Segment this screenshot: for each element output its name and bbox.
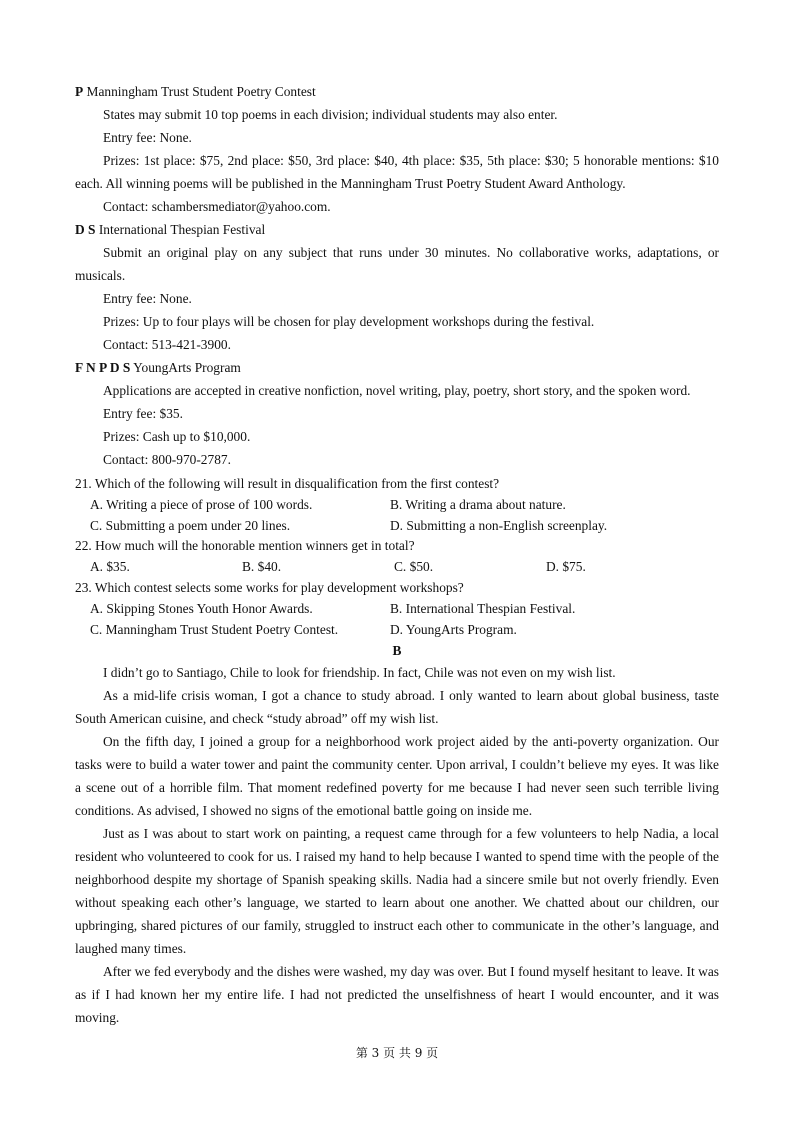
contest-description: States may submit 10 top poems in each division; individual students may also enter. (103, 107, 558, 122)
contest-codes: P (75, 84, 84, 99)
contest-description: Applications are accepted in creative nonfiction, novel writing, play, poetry, short story, and the spoken word. (103, 383, 691, 398)
contest-entry-fee: Entry fee: None. (103, 130, 192, 145)
option-b[interactable]: B. $40. (242, 559, 282, 575)
contest-entry (75, 80, 719, 218)
option-a[interactable]: A. Skipping Stones Youth Honor Awards. (90, 600, 313, 616)
contest-codes: F N P D S (75, 360, 131, 375)
contest-name: Manningham Trust Student Poetry Contest (86, 84, 316, 99)
option-row (75, 495, 719, 516)
contest-entry-fee: Entry fee: None. (103, 291, 192, 306)
option-a[interactable]: A. $35. (90, 559, 130, 575)
contest-prizes: Prizes: Up to four plays will be chosen for play development workshops during the festival. (103, 314, 595, 329)
contest-entry (75, 356, 719, 471)
contest-name: YoungArts Program (133, 360, 241, 375)
option-c[interactable]: C. $50. (394, 559, 434, 575)
contest-heading (75, 356, 719, 379)
section-heading: B (392, 643, 402, 659)
question-stem: 23. Which contest selects some works for play development workshops? (75, 579, 464, 595)
page-number-footer: 第 3 页 共 9 页 (355, 1046, 439, 1060)
passage-paragraph: On the fifth day, I joined a group for a neighborhood work project aided by the anti-poverty organization. Our tasks were to build a water tower and paint the community center. Upon arrival, I couldn’t believe my eyes. It was like a scene out of a horrible film. That moment redefined poverty for me because I had never seen such terrible living conditions. As advised, I showed no signs of the emotional battle going on inside me. (75, 734, 719, 819)
option-a[interactable]: A. Writing a piece of prose of 100 words. (90, 496, 313, 512)
contest-contact: Contact: 800-970-2787. (103, 452, 231, 467)
option-b[interactable]: B. Writing a drama about nature. (390, 496, 566, 512)
passage-paragraph: I didn’t go to Santiago, Chile to look for friendship. In fact, Chile was not even on my wish list. (103, 665, 616, 681)
option-b[interactable]: B. International Thespian Festival. (390, 600, 576, 616)
option-row (75, 557, 719, 578)
passage-paragraph: As a mid-life crisis woman, I got a chance to study abroad. I only wanted to learn about global business, taste South American cuisine, and check “study abroad” off my wish list. (75, 688, 719, 727)
option-row (75, 516, 719, 537)
exam-page (75, 80, 719, 1029)
contest-codes: D S (75, 222, 96, 237)
contest-description: Submit an original play on any subject that runs under 30 minutes. No collaborative works, adaptations, or musicals. (75, 245, 719, 283)
option-row (75, 620, 719, 641)
question-list (75, 474, 719, 640)
option-d[interactable]: D. $75. (546, 559, 586, 575)
passage-paragraph: After we fed everybody and the dishes were washed, my day was over. But I found myself hesitant to leave. It was as if I had known her my entire life. I had not predicted the unselfishness of heart I would encounter, and it was moving. (75, 964, 719, 1026)
passage (75, 661, 719, 1029)
contest-heading (75, 80, 719, 103)
option-c[interactable]: C. Manningham Trust Student Poetry Contest. (90, 621, 339, 637)
contest-prizes: Prizes: 1st place: $75, 2nd place: $50, 3rd place: $40, 4th place: $35, 5th place: $30; 5 honorable mentions: $10 each. All winning poems will be published in the Manningham Trust Poetry Student Award Anthology. (75, 153, 719, 191)
option-d[interactable]: D. YoungArts Program. (390, 621, 517, 637)
option-c[interactable]: C. Submitting a poem under 20 lines. (90, 517, 291, 533)
contest-contact: Contact: 513-421-3900. (103, 337, 231, 352)
question-stem: 21. Which of the following will result in disqualification from the first contest? (75, 476, 500, 491)
contest-prizes: Prizes: Cash up to $10,000. (103, 429, 251, 444)
question (75, 474, 719, 536)
option-row (75, 599, 719, 620)
contest-entry (75, 218, 719, 356)
passage-paragraph: Just as I was about to start work on painting, a request came through for a few volunteers to help Nadia, a local resident who volunteered to cook for us. I raised my hand to help because I wanted to spend time with the people of the neighborhood despite my shortage of Spanish speaking skills. Nadia had a sincere smile but not overly friendly. Even without speaking each other’s language, we started to learn about one another. We chatted about our children, our upbringing, shared pictures of our family, struggled to instruct each other to communicate in the other’s language, and laughed many times. (75, 826, 719, 957)
question (75, 578, 719, 640)
question (75, 536, 719, 578)
option-d[interactable]: D. Submitting a non-English screenplay. (390, 517, 608, 533)
question-stem: 22. How much will the honorable mention winners get in total? (75, 538, 415, 554)
contest-entry-fee: Entry fee: $35. (103, 406, 183, 421)
contest-contact: Contact: schambersmediator@yahoo.com. (103, 199, 331, 214)
contest-name: International Thespian Festival (98, 222, 266, 237)
contest-heading (75, 218, 719, 241)
